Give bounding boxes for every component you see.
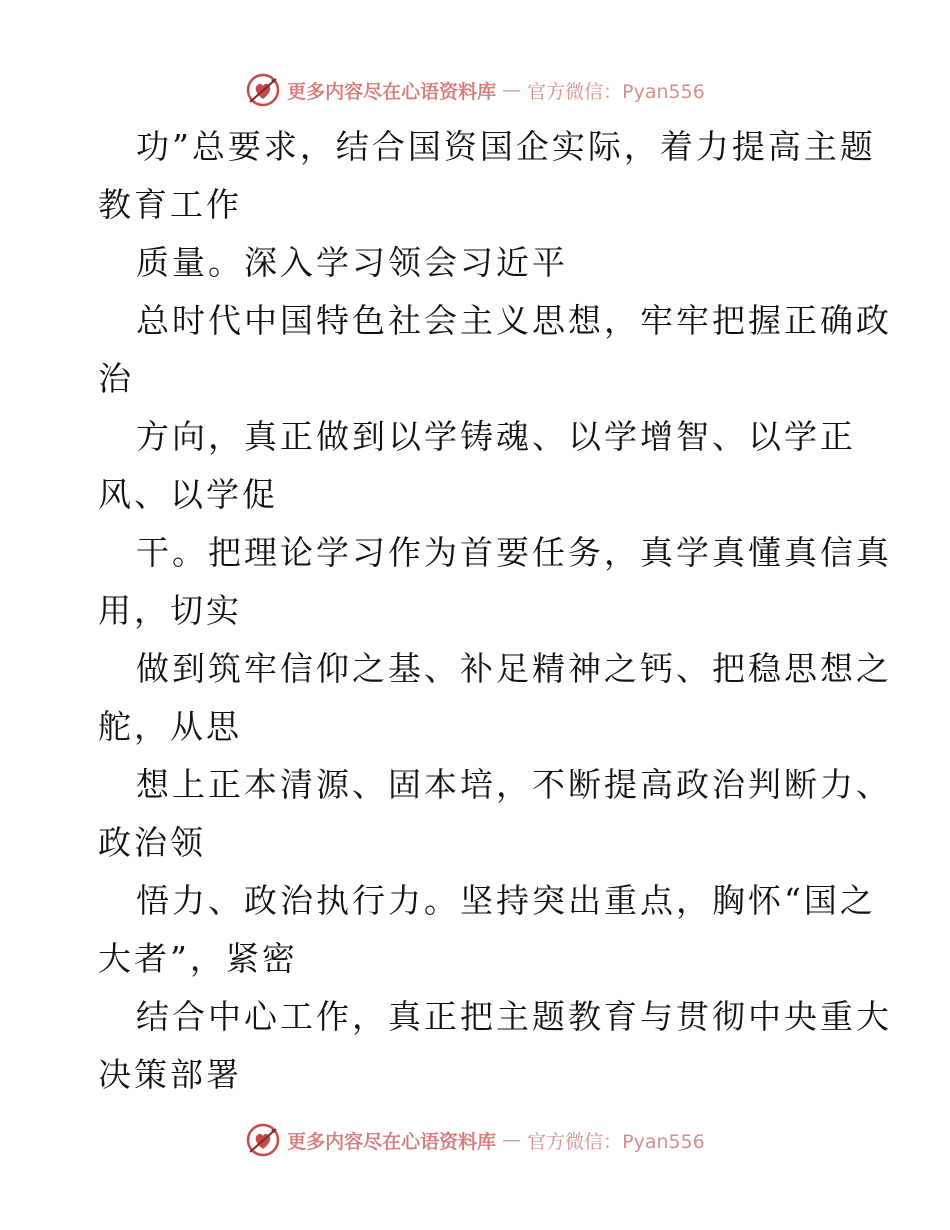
text-line: 总时代中国特色社会主义思想，牢牢把握正确政: [136, 301, 892, 340]
text-line: 大者”，紧密: [98, 939, 298, 978]
watermark-wechat: 官方微信：Pyan556: [527, 80, 705, 103]
watermark-wechat: 官方微信：Pyan556: [527, 1130, 705, 1153]
text-line: 功”总要求，结合国资国企实际，着力提高主题: [136, 127, 876, 166]
text-line: 做到筑牢信仰之基、补足精神之钙、把稳思想之: [136, 649, 892, 688]
text-line: 舵，从思: [98, 707, 242, 746]
text-line: 悟力、政治执行力。坚持突出重点，胸怀“国之: [136, 881, 876, 920]
cupid-heart-icon: [245, 72, 281, 108]
text-line: 干。把理论学习作为首要任务，真学真懂真信真: [136, 533, 892, 572]
watermark-brand: 更多内容尽在心语资料库: [287, 80, 497, 103]
text-line: 用，切实: [98, 591, 242, 630]
watermark-separator: —: [502, 1129, 522, 1151]
text-line: 政治领: [98, 823, 206, 862]
header-watermark: [0, 68, 950, 112]
cupid-heart-icon: [245, 1122, 281, 1158]
footer-watermark: [0, 1118, 950, 1162]
document-body: [98, 118, 892, 1104]
text-line: 质量。深入学习领会习近平: [136, 243, 568, 282]
text-line: 方向，真正做到以学铸魂、以学增智、以学正: [136, 417, 856, 456]
text-line: 结合中心工作，真正把主题教育与贯彻中央重大: [136, 997, 892, 1036]
watermark-separator: —: [502, 79, 522, 101]
text-line: 教育工作: [98, 185, 242, 224]
text-line: 想上正本清源、固本培，不断提高政治判断力、: [136, 765, 892, 804]
text-line: 决策部署: [98, 1055, 242, 1094]
text-line: 风、以学促: [98, 475, 278, 514]
text-line: 治: [98, 359, 134, 398]
watermark-brand: 更多内容尽在心语资料库: [287, 1130, 497, 1153]
